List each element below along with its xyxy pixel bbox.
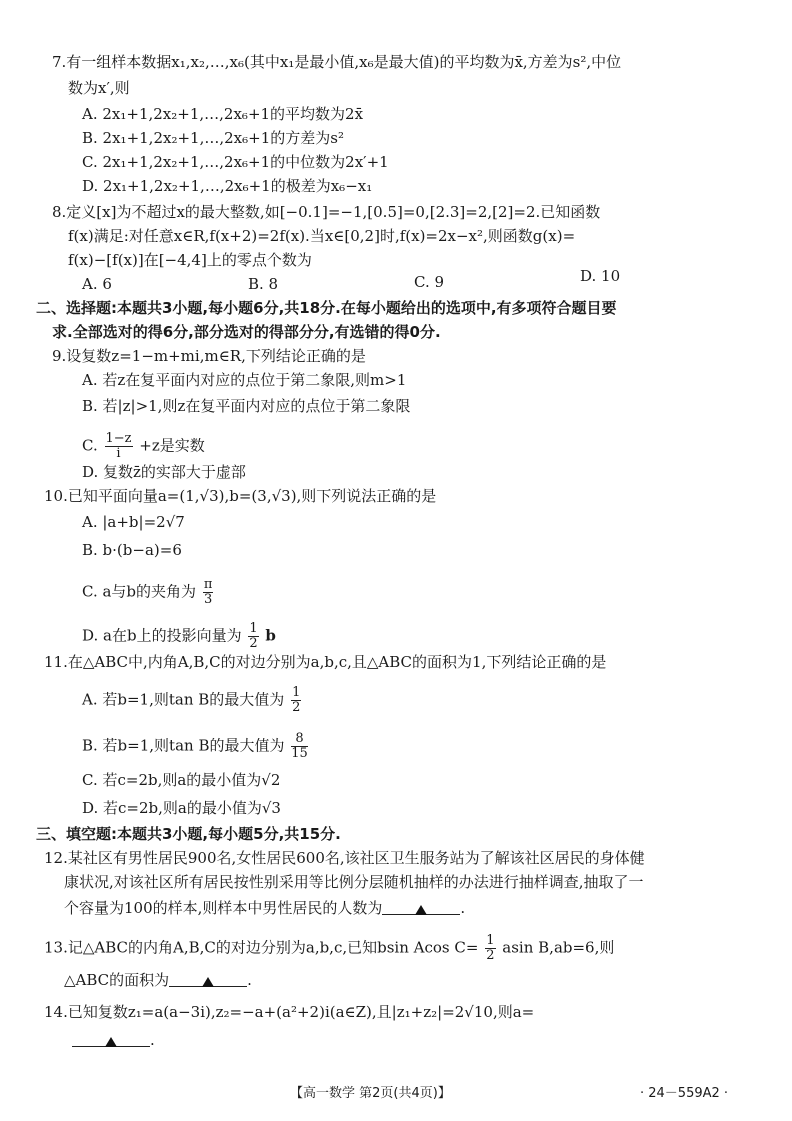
q13-line2: △ABC的面积为 . (64, 971, 252, 989)
q12-answer-blank[interactable] (382, 898, 460, 915)
q12-line1: 12.某社区有男性居民900名,女性居民600名,该社区卫生服务站为了解该社区居民的身体健 (44, 849, 645, 867)
q13-line1: 13.记△ABC的内角A,B,C的对边分别为a,b,c,已知bsin Acos C= $\frac{1}{2}$ asin B,ab=6,则 (44, 933, 615, 963)
q10-option-a: A. |a+b|=2√7 (82, 513, 185, 531)
section2-heading-line2: 求.全部选对的得6分,部分选对的得部分分,有选错的得0分. (52, 323, 441, 341)
section3-heading: 三、填空题:本题共3小题,每小题5分,共15分. (36, 825, 341, 843)
q7-option-a: A. 2x₁+1,2x₂+1,…,2x₆+1的平均数为2x̄ (82, 105, 364, 123)
triangle-icon (202, 977, 214, 987)
q11-option-a: A. 若b=1,则tan B的最大值为 $\frac{1}{2}$ (82, 685, 301, 715)
q10-option-c: C. a与b的夹角为 $\frac{\pi}{3}$ (82, 577, 213, 607)
q13-answer-blank[interactable] (169, 970, 247, 987)
footer-page-info: 【高一数学 第2页(共4页)】 (290, 1086, 451, 1101)
q9-option-c: C. $\frac{1-z}{i}$ +z是实数 (82, 431, 205, 461)
q12-line3: 个容量为100的样本,则样本中男性居民的人数为 . (64, 899, 466, 917)
q10-option-b: B. b·(b−a)=6 (82, 541, 182, 559)
q7-stem-line1: 7.有一组样本数据x₁,x₂,…,x₆(其中x₁是最小值,x₆是最大值)的平均数为x̄,方差为s²,中位 (52, 53, 622, 71)
q10-option-d: D. a在b上的投影向量为 $\frac{1}{2}$ b (82, 621, 276, 651)
q10-option-d-fraction: $\frac{1}{2}$ (249, 621, 258, 651)
q11-option-a-fraction: $\frac{1}{2}$ (292, 685, 301, 715)
triangle-icon (105, 1037, 117, 1047)
q11-option-d: D. 若c=2b,则a的最小值为√3 (82, 799, 281, 817)
q8-stem-line3: f(x)−[f(x)]在[−4,4]上的零点个数为 (68, 251, 312, 269)
q11-option-b-fraction: $\frac{8}{15}$ (291, 731, 308, 761)
q8-option-c: C. 9 (414, 273, 445, 291)
q9-option-b: B. 若|z|>1,则z在复平面内对应的点位于第二象限 (82, 397, 411, 415)
triangle-icon (415, 905, 427, 915)
q10-option-c-fraction: $\frac{\pi}{3}$ (203, 577, 213, 607)
q12-line2: 康状况,对该社区所有居民按性别采用等比例分层随机抽样的办法进行抽样调查,抽取了一 (64, 873, 644, 891)
q8-option-a: A. 6 (82, 275, 112, 293)
q9-option-a: A. 若z在复平面内对应的点位于第二象限,则m>1 (82, 371, 407, 389)
q11-option-b: B. 若b=1,则tan B的最大值为 $\frac{8}{15}$ (82, 731, 308, 761)
q11-stem: 11.在△ABC中,内角A,B,C的对边分别为a,b,c,且△ABC的面积为1,下列结论正确的是 (44, 653, 607, 671)
q14-line2: . (72, 1030, 155, 1050)
q8-option-d: D. 10 (580, 267, 621, 285)
section2-heading-line1: 二、选择题:本题共3小题,每小题6分,共18分.在每小题给出的选项中,有多项符合题目要 (36, 299, 617, 317)
q14-line1: 14.已知复数z₁=a(a−3i),z₂=−a+(a²+2)i(a∈Z),且|z₁+z₂|=2√10,则a= (44, 1003, 535, 1021)
q8-stem-line1: 8.定义[x]为不超过x的最大整数,如[−0.1]=−1,[0.5]=0,[2.3]=2,[2]=2.已知函数 (52, 203, 601, 221)
q9-option-d: D. 复数z̄的实部大于虚部 (82, 463, 246, 481)
q7-option-d: D. 2x₁+1,2x₂+1,…,2x₆+1的极差为x₆−x₁ (82, 177, 373, 195)
q8-option-b: B. 8 (248, 275, 279, 293)
q7-option-b: B. 2x₁+1,2x₂+1,…,2x₆+1的方差为s² (82, 129, 344, 147)
q7-option-c: C. 2x₁+1,2x₂+1,…,2x₆+1的中位数为2x′+1 (82, 153, 389, 171)
q8-stem-line2: f(x)满足:对任意x∈R,f(x+2)=2f(x).当x∈[0,2]时,f(x)=2x−x²,则函数g(x)= (68, 227, 576, 245)
q9-stem: 9.设复数z=1−m+mi,m∈R,下列结论正确的是 (52, 347, 366, 365)
q7-stem-line2: 数为x′,则 (68, 79, 130, 97)
footer-code: · 24－559A2 · (640, 1086, 729, 1101)
q11-option-c: C. 若c=2b,则a的最小值为√2 (82, 771, 281, 789)
q14-answer-blank[interactable] (72, 1030, 150, 1047)
q9-option-c-fraction: $\frac{1-z}{i}$ (105, 431, 132, 461)
q10-stem: 10.已知平面向量a=(1,√3),b=(3,√3),则下列说法正确的是 (44, 487, 437, 505)
q13-fraction: $\frac{1}{2}$ (486, 933, 495, 963)
